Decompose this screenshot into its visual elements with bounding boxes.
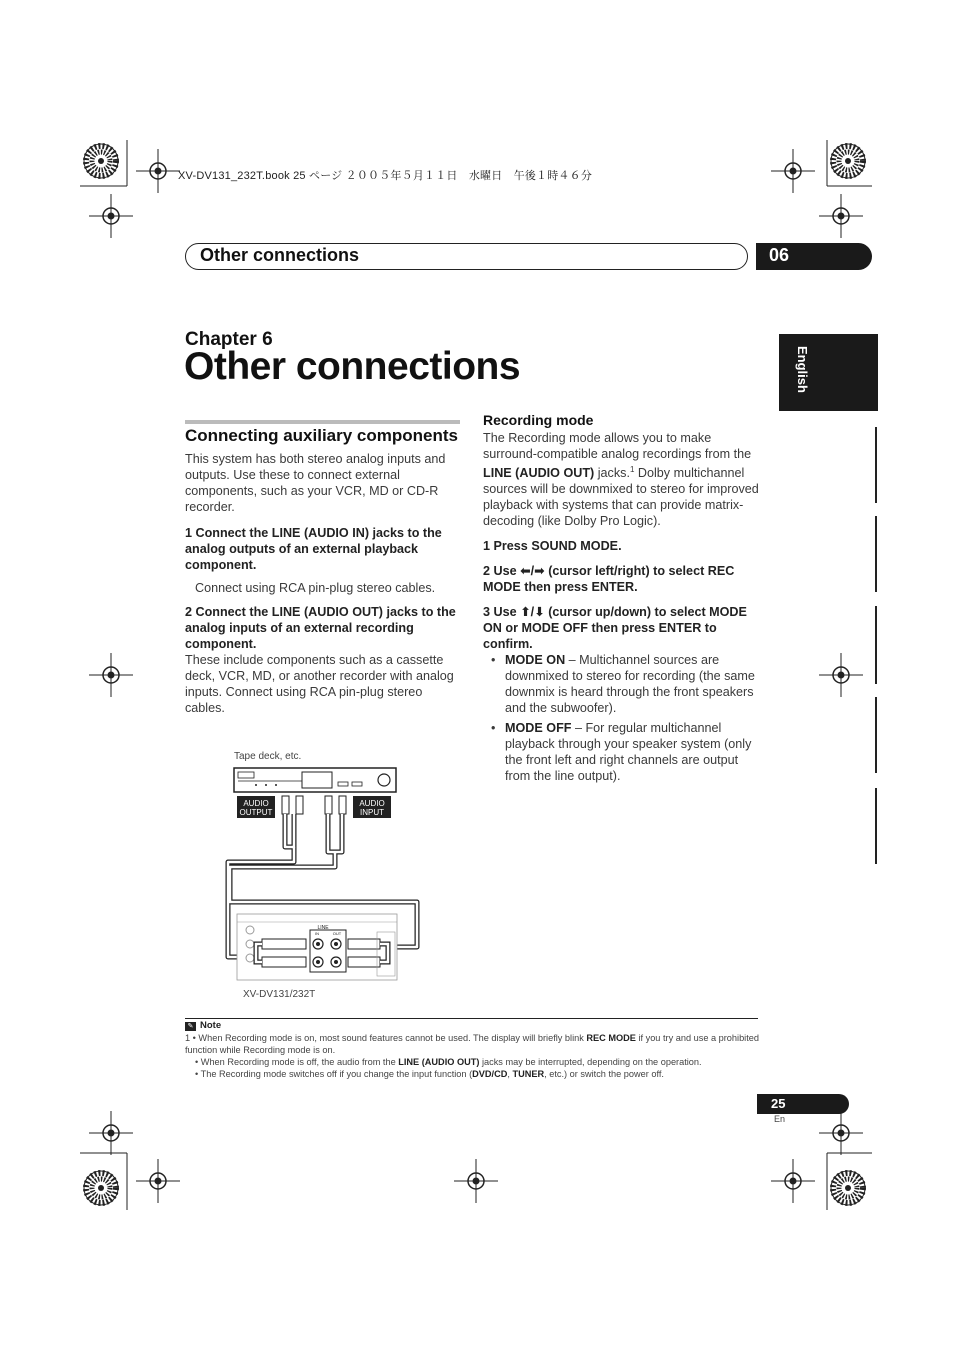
note-icon: ✎ xyxy=(185,1022,196,1031)
mode-off-label: MODE OFF xyxy=(505,721,572,736)
device-label: Tape deck, etc. xyxy=(234,751,302,762)
step-1: 1 Connect the LINE (AUDIO IN) jacks to the analog outputs of an external playback component. xyxy=(185,526,442,572)
note-line-3-sep: , xyxy=(507,1069,513,1079)
rec-step-3-b: (cursor up/down) to select MODE ON or MODE OFF then press ENTER to confirm. xyxy=(483,605,747,652)
step-2: 2 Connect the LINE (AUDIO OUT) jacks to the analog inputs of an external recording component. xyxy=(185,605,456,651)
bullet-dot-icon: • xyxy=(491,653,496,668)
model-label: XV-DV131/232T xyxy=(243,989,316,1000)
side-rule-5 xyxy=(875,788,877,864)
mode-off-text: – For regular multichannel playback through your speaker system (only the front left and right channels are output from the line output). xyxy=(505,721,752,784)
print-header: XV-DV131_232T.book 25 ページ ２００５年５月１１日 水曜日 午後１時４６分 xyxy=(178,170,593,182)
recording-intro xyxy=(483,430,759,529)
line-label: LINE xyxy=(317,925,329,931)
page-title: Other connections xyxy=(184,345,521,388)
note-header xyxy=(185,1020,765,1032)
note-line-1 xyxy=(185,1032,765,1056)
footnote-ref: 1 xyxy=(629,465,635,474)
rec-step-3-a: 3 Use xyxy=(483,605,521,620)
mode-on-text: – Multichannel sources are downmixed to stereo for recording (the same downmix is heard through the front speakers and the subwoofer). xyxy=(505,653,755,716)
intro-paragraph: This system has both stereo analog inputs and outputs. Use these to connect external components, such as your VCR, MD or CD-R recorder. xyxy=(185,452,446,514)
recording-mode-heading: Recording mode xyxy=(483,412,594,428)
audio-input-label-1: AUDIO xyxy=(359,799,385,808)
note-line-2 xyxy=(185,1056,765,1068)
rec-step-2 xyxy=(483,563,759,595)
intro-text-b: jacks. xyxy=(594,466,630,481)
side-rule-3 xyxy=(875,606,877,684)
note-line-1-b: if you try and use a prohibited function while Recording mode is on. xyxy=(185,1033,759,1055)
note-line-3-bold-1: DVD/CD xyxy=(472,1069,508,1079)
out-label: OUT xyxy=(332,931,342,936)
page-language: En xyxy=(774,1114,786,1124)
rec-step-2-b: (cursor left/right) to select REC MODE then press ENTER. xyxy=(483,564,735,595)
audio-input-label-2: INPUT xyxy=(360,808,384,817)
rec-step-1: 1 Press SOUND MODE. xyxy=(483,539,622,554)
side-rule-1 xyxy=(875,427,877,503)
note-rule xyxy=(185,1018,758,1019)
audio-output-label-1: AUDIO xyxy=(243,799,269,808)
intro-bold: LINE (AUDIO OUT) xyxy=(483,466,595,481)
intro-text-a: The Recording mode allows you to make surround-compatible analog recordings from the xyxy=(483,431,752,461)
note-title: Note xyxy=(200,1020,222,1031)
bullet-dot-icon: • xyxy=(491,721,496,736)
chapter-label: Chapter 6 xyxy=(185,329,273,350)
language-label: English xyxy=(795,346,810,393)
intro-text-c: Dolby multichannel sources will be downmixed to stereo for improved playback with systems that can provide matrix-decoding (like Dolby Pro Logic). xyxy=(483,466,759,529)
page-number: 25 xyxy=(771,1096,786,1111)
chapter-number: 06 xyxy=(769,245,790,265)
in-label: IN xyxy=(315,931,319,936)
section-heading: Connecting auxiliary components xyxy=(185,426,458,445)
side-rule-2 xyxy=(875,516,877,592)
left-column xyxy=(185,424,463,716)
note-line-2-bold: LINE (AUDIO OUT) xyxy=(398,1057,480,1067)
connection-diagram xyxy=(222,762,462,1002)
note-line-3-a: • The Recording mode switches off if you change the input function ( xyxy=(195,1069,473,1079)
note-line-3-bold-2: TUNER xyxy=(512,1069,545,1079)
bullet-mode-on xyxy=(483,652,759,716)
mode-on-label: MODE ON xyxy=(505,653,566,668)
up-down-arrow-icon: ⬆/⬇ xyxy=(520,605,545,620)
step-2-body: These include components such as a cassette deck, VCR, MD, or another recorder with analog inputs. Connect using RCA pin-plug stereo cables. xyxy=(185,653,454,715)
bullet-mode-off xyxy=(483,720,759,784)
note-line-1-a: 1 • When Recording mode is on, most sound features cannot be used. The display will briefly blink xyxy=(185,1033,587,1043)
step-1-note: Connect using RCA pin-plug stereo cables. xyxy=(195,581,436,595)
audio-output-label-2: OUTPUT xyxy=(239,808,273,817)
header-title: Other connections xyxy=(200,245,360,265)
note-line-3-b: , etc.) or switch the power off. xyxy=(544,1069,664,1079)
rec-step-2-a: 2 Use xyxy=(483,564,521,579)
note-line-2-b: jacks may be interrupted, depending on the operation. xyxy=(479,1057,702,1067)
right-column xyxy=(483,411,759,784)
note-line-3 xyxy=(185,1068,765,1080)
note-line-2-a: • When Recording mode is off, the audio from the xyxy=(195,1057,399,1067)
side-rule-4 xyxy=(875,697,877,773)
note-block xyxy=(185,1020,765,1080)
rec-step-3 xyxy=(483,604,759,652)
note-line-1-bold: REC MODE xyxy=(586,1033,636,1043)
left-right-arrow-icon: ⬅/➡ xyxy=(520,564,545,579)
